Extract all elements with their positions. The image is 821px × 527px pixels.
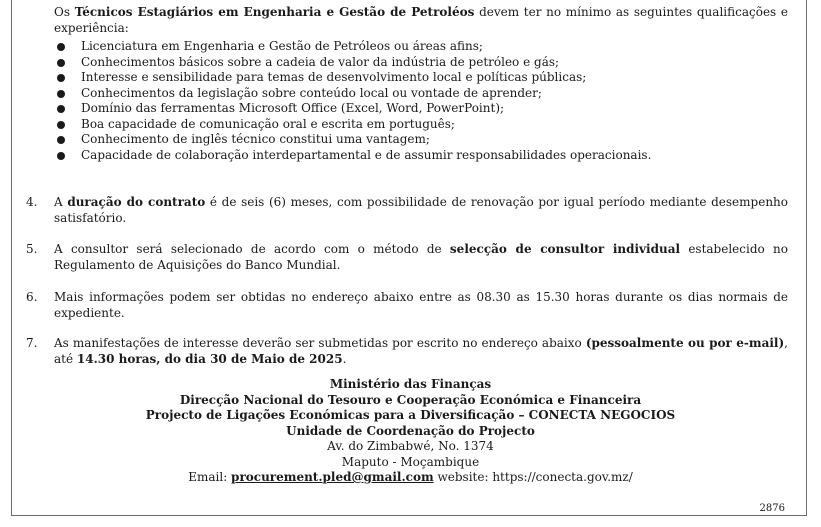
address-street: Av. do Zimbabwé, No. 1374 (327, 439, 494, 453)
qualifications-list (54, 39, 651, 163)
selection-method-label: selecção de consultor individual (449, 242, 681, 256)
bullet-icon (57, 105, 65, 113)
text-span: , até (54, 336, 788, 366)
intro-prefix: Os (54, 5, 75, 19)
list-item (54, 132, 651, 148)
email-label: Email: (188, 470, 232, 484)
information-paragraph: Mais informações podem ser obtidas no endereço abaixo entre as 08.30 as 15.30 horas durante os dias normais de expediente. (54, 290, 788, 320)
contact-line (0, 470, 821, 486)
text-span: é de seis (6) meses, com possibilidade de renovação por igual período mediante desempenho satisfatório. (54, 195, 788, 225)
bullet-icon (57, 136, 65, 144)
page-reference-number: 2876 (759, 503, 785, 514)
address-block (0, 377, 821, 486)
submission-method-label: (pessoalmente ou por e-mail) (585, 336, 785, 350)
item-number: 6. (26, 290, 38, 304)
list-item (54, 148, 651, 164)
text-span: As manifestações de interesse deverão ser submetidas por escrito no endereço abaixo (54, 336, 586, 350)
address-city: Maputo - Moçambique (341, 454, 480, 469)
address-unit: Unidade de Coordenação do Projecto (286, 423, 535, 438)
bullet-icon (57, 121, 65, 129)
submission-deadline: 14.30 horas, do dia 30 de Maio de 2025 (76, 351, 343, 366)
website-label: website: (433, 470, 493, 484)
text-span: estabelecido no Regulamento de Aquisições do Banco Mundial. (54, 242, 788, 272)
text-span: A consultor será selecionado de acordo com o método de (54, 242, 450, 256)
list-item-text: Capacidade de colaboração interdepartamental e de assumir responsabilidades operacionais. (81, 147, 652, 162)
address-ministry: Ministério das Finanças (329, 377, 492, 391)
list-item-text: Conhecimento de inglês técnico constitui uma vantagem; (81, 132, 430, 146)
bullet-icon (57, 152, 65, 160)
list-item-text: Boa capacidade de comunicação oral e escrita em português; (81, 116, 455, 131)
item-number: 7. (26, 336, 38, 350)
item-number: 5. (26, 242, 38, 256)
email-link[interactable]: procurement.pled@gmail.com (231, 470, 434, 484)
intro-paragraph (54, 5, 788, 36)
address-directorate: Direcção Nacional do Tesouro e Cooperação Económica e Financeira (179, 392, 642, 407)
list-item (54, 70, 651, 86)
list-item-text: Interesse e sensibilidade para temas de desenvolvimento local e políticas públicas; (81, 70, 587, 84)
item-number: 4. (26, 195, 38, 209)
list-item (54, 55, 651, 71)
text-span: A (54, 195, 68, 209)
address-project: Projecto de Ligações Económicas para a Diversificação – CONECTA NEGOCIOS (145, 408, 676, 422)
list-item (54, 86, 651, 102)
list-item-text: Conhecimentos da legislação sobre conteúdo local ou vontade de aprender; (81, 85, 542, 100)
list-item-text: Licenciatura em Engenharia e Gestão de Petróleos ou áreas afins; (81, 39, 483, 53)
selection-method-paragraph (54, 242, 788, 273)
list-item (54, 117, 651, 133)
bullet-icon (57, 43, 65, 51)
website-link[interactable]: https://conecta.gov.mz/ (492, 470, 633, 484)
list-item (54, 101, 651, 117)
bullet-icon (57, 59, 65, 67)
contract-duration-label: duração do contrato (67, 195, 206, 209)
list-item (54, 39, 651, 55)
text-span: . (342, 351, 347, 366)
bullet-icon (57, 90, 65, 98)
bullet-icon (57, 74, 65, 82)
contract-duration-paragraph (54, 195, 788, 226)
intro-role-title: Técnicos Estagiários em Engenharia e Gestão de Petroléos (74, 5, 475, 19)
list-item-text: Conhecimentos básicos sobre a cadeia de valor da indústria de petróleo e gás; (81, 54, 560, 69)
list-item-text: Domínio das ferramentas Microsoft Office (Excel, Word, PowerPoint); (81, 101, 505, 115)
intro-suffix: devem ter no mínimo as seguintes qualificações e experiência: (54, 5, 788, 35)
submission-paragraph (54, 336, 788, 367)
